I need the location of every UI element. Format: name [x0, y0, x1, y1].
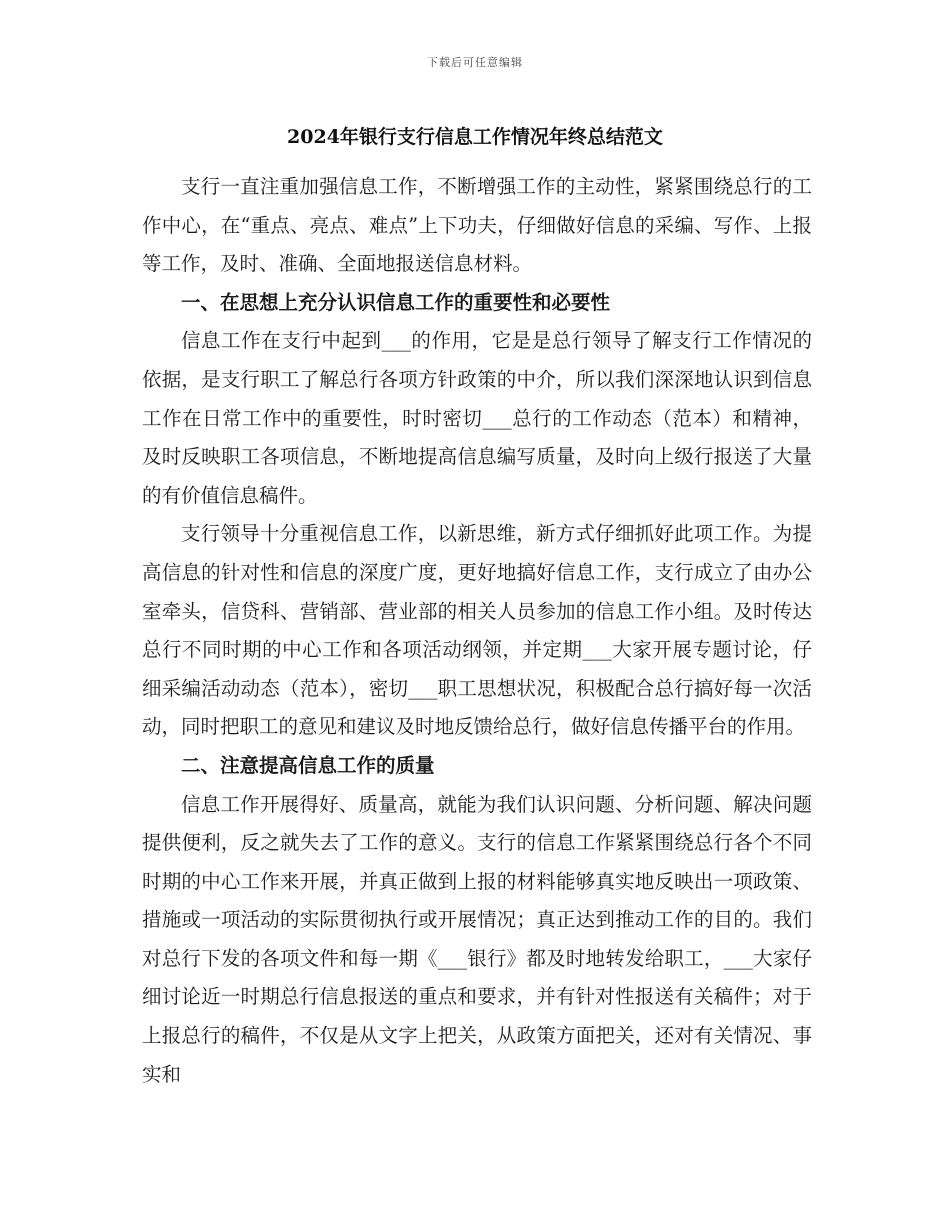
- paragraph-intro: 支行一直注重加强信息工作，不断增强工作的主动性，紧紧围绕总行的工作中心，在“重点、亮点、难点”上下功夫，仔细做好信息的采编、写作、上报等工作，及时、准确、全面地报送信息材料。: [142, 175, 812, 276]
- document-title: 2024年银行支行信息工作情况年终总结范文: [287, 126, 663, 148]
- paragraph-section1-a: 信息工作在支行中起到___的作用，它是是总行领导了解支行工作情况的依据，是支行职工了解总行各项方针政策的中介，所以我们深深地认识到信息工作在日常工作中的重要性，时时密切___总行的工作动态（范本）和精神，及时反映职工各项信息，不断地提高信息编写质量，及时向上级行报送了大量的有价值信息稿件。: [142, 329, 812, 507]
- paragraph-section1-b: 支行领导十分重视信息工作，以新思维，新方式仔细抓好此项工作。为提高信息的针对性和信息的深度广度，更好地搞好信息工作，支行成立了由办公室牵头，信贷科、营销部、营业部的相关人员参加的信息工作小组。及时传达总行不同时期的中心工作和各项活动纲领，并定期___大家开展专题讨论，仔细采编活动动态（范本），密切___职工思想状况，积极配合总行搞好每一次活动，同时把职工的意见和建议及时地反馈给总行，做好信息传播平台的作用。: [142, 522, 812, 739]
- paragraph-section2-a: 信息工作开展得好、质量高，就能为我们认识问题、分析问题、解决问题提供便利，反之就失去了工作的意义。支行的信息工作紧紧围绕总行各个不同时期的中心工作来开展，并真正做到上报的材料能够真实地反映出一项政策、措施或一项活动的实际贯彻执行或开展情况；真正达到推动工作的目的。我们对总行下发的各项文件和每一期《___银行》都及时地转发给职工，___大家仔细讨论近一时期总行信息报送的重点和要求，并有针对性报送有关稿件；对于上报总行的稿件，不仅是从文字上把关，从政策方面把关，还对有关情况、事实和: [142, 792, 812, 1086]
- header-note: 下载后可任意编辑: [427, 56, 523, 69]
- document-body: [142, 168, 812, 1094]
- section-heading-2: 二、注意提高信息工作的质量: [181, 753, 435, 777]
- section-heading-1: 一、在思想上充分认识信息工作的重要性和必要性: [181, 290, 611, 314]
